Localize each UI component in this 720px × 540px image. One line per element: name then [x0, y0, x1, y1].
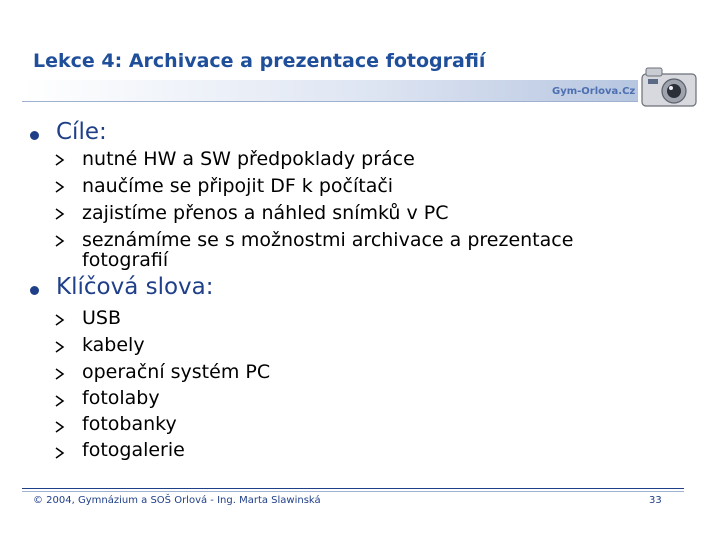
footer-copyright: © 2004, Gymnázium a SOŠ Orlová - Ing. Marta Slawinská	[33, 495, 321, 506]
section-title-goals: Cíle:	[56, 119, 107, 145]
camera-icon	[640, 64, 698, 110]
list-item: fotogalerie	[82, 439, 185, 461]
arrow-bullet-icon	[55, 208, 65, 220]
arrow-bullet-icon	[55, 181, 65, 193]
arrow-bullet-icon	[55, 154, 65, 166]
arrow-bullet-icon	[55, 341, 65, 353]
list-item: fotolaby	[82, 387, 160, 409]
section-bullet-icon	[30, 286, 39, 295]
site-label: Gym-Orlova.Cz	[552, 86, 636, 97]
list-item: kabely	[82, 334, 145, 356]
footer-divider-secondary	[22, 491, 684, 492]
list-item: zajistíme přenos a náhled snímků v PC	[82, 202, 449, 224]
list-item: seznámíme se s možnostmi archivace a prezentace	[82, 229, 574, 251]
arrow-bullet-icon	[55, 368, 65, 380]
list-item-continuation: fotografií	[82, 249, 169, 271]
arrow-bullet-icon	[55, 395, 65, 407]
list-item: operační systém PC	[82, 361, 271, 383]
arrow-bullet-icon	[55, 447, 65, 459]
footer-divider	[22, 488, 684, 489]
page-number: 33	[649, 495, 662, 506]
list-item: fotobanky	[82, 413, 177, 435]
list-item: nutné HW a SW předpoklady práce	[82, 148, 415, 170]
list-item: USB	[82, 307, 122, 329]
arrow-bullet-icon	[55, 314, 65, 326]
list-item: naučíme se připojit DF k počítači	[82, 175, 394, 197]
arrow-bullet-icon	[55, 235, 65, 247]
header-divider	[22, 101, 638, 102]
section-title-keywords: Klíčová slova:	[56, 274, 214, 300]
slide-title: Lekce 4: Archivace a prezentace fotografií	[33, 50, 486, 72]
header-band	[22, 80, 638, 102]
arrow-bullet-icon	[55, 421, 65, 433]
section-bullet-icon	[30, 131, 39, 140]
